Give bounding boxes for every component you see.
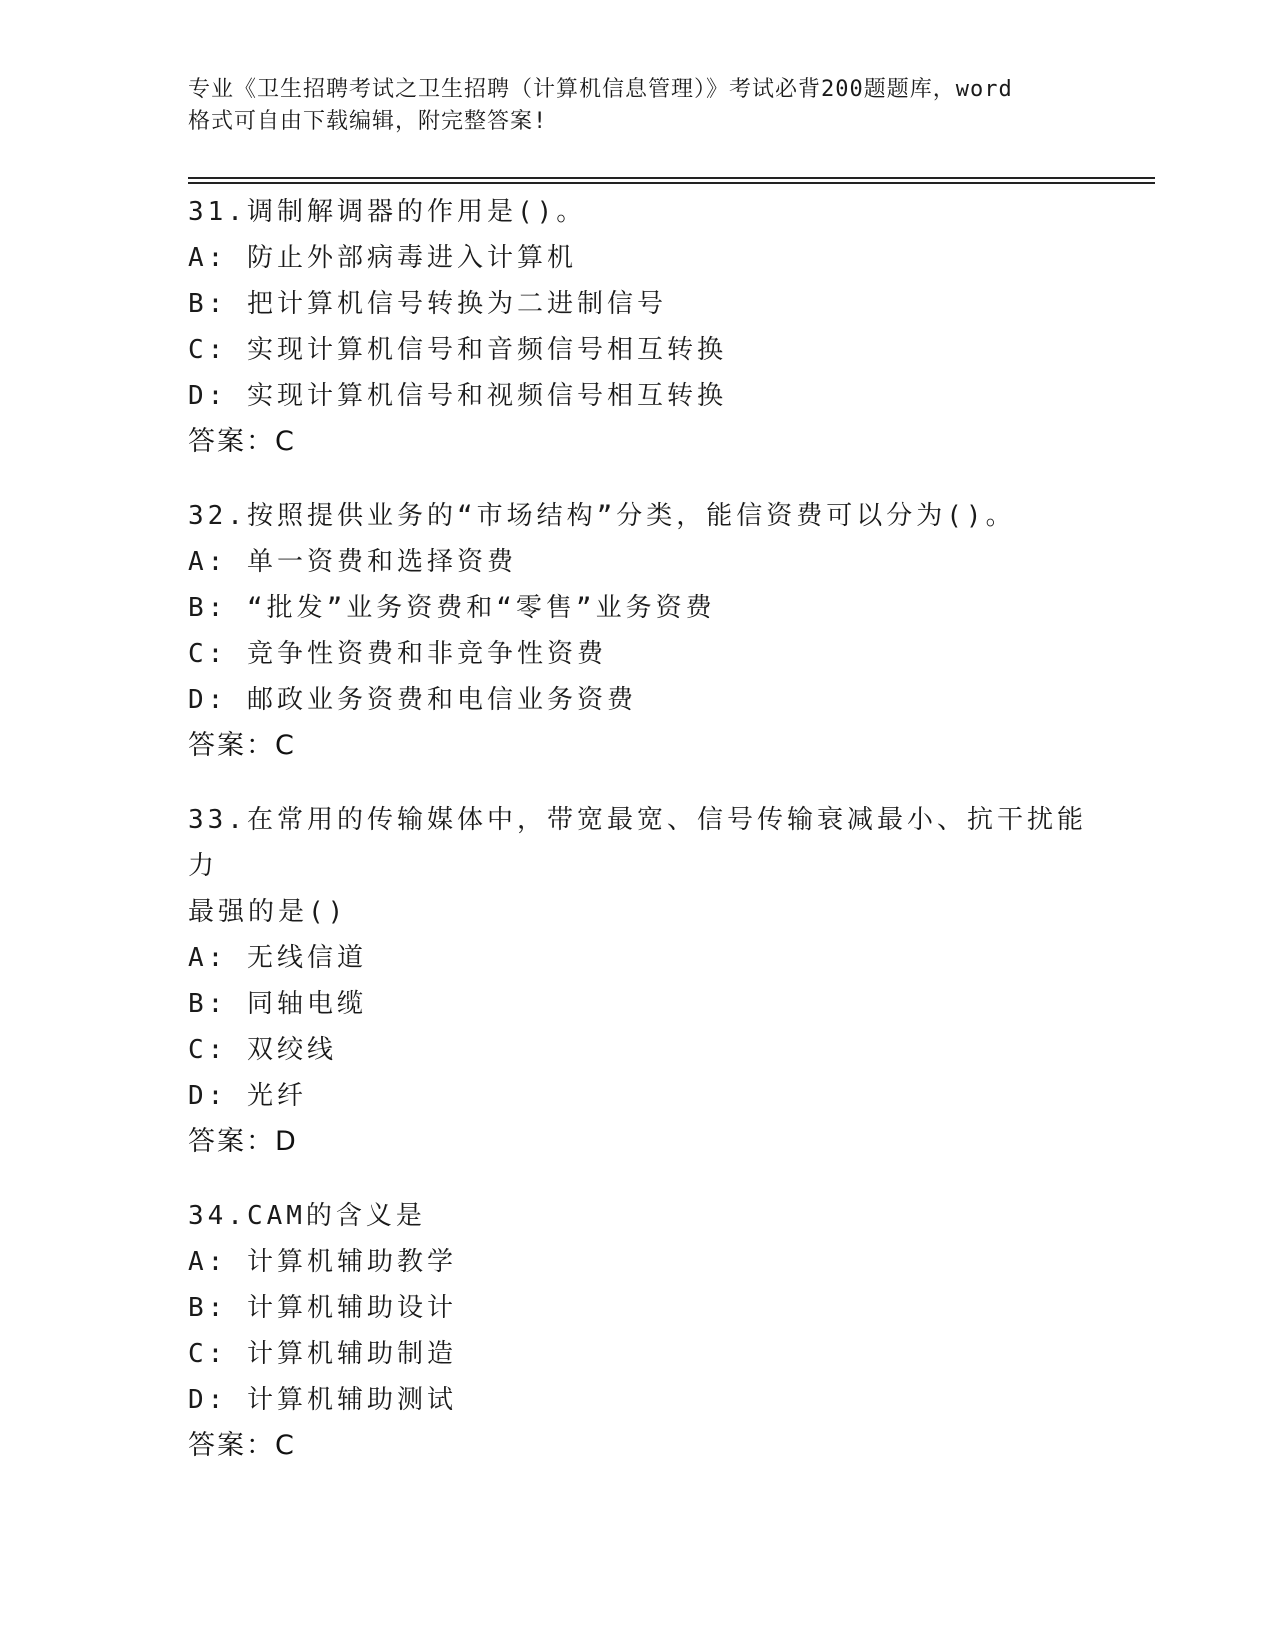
header-divider-top <box>188 177 1155 179</box>
question-list <box>188 189 1088 1497</box>
option-a: A: 无线信道 <box>188 943 367 973</box>
option-c: C: 实现计算机信号和音频信号相互转换 <box>188 335 727 365</box>
option-c: C: 双绞线 <box>188 1035 337 1065</box>
option-a: A: 防止外部病毒进入计算机 <box>188 243 577 273</box>
option-d: D: 计算机辅助测试 <box>188 1385 457 1415</box>
document-header <box>188 74 1088 138</box>
question-34 <box>188 1193 1088 1469</box>
option-d: D: 光纤 <box>188 1081 307 1111</box>
answer-line: 答案：C <box>188 730 296 761</box>
question-33 <box>188 797 1088 1165</box>
header-line-1: 专业《卫生招聘考试之卫生招聘（计算机信息管理）》考试必背200题题库，word <box>188 77 1013 102</box>
option-b: B: 同轴电缆 <box>188 989 367 1019</box>
header-line-2: 格式可自由下载编辑，附完整答案! <box>188 109 548 134</box>
answer-line: 答案：D <box>188 1126 298 1157</box>
header-divider-bottom <box>188 182 1155 184</box>
option-c: C: 计算机辅助制造 <box>188 1339 457 1369</box>
question-stem: 32.按照提供业务的“市场结构”分类，能信资费可以分为()。 <box>188 501 1016 531</box>
question-stem: 33.在常用的传输媒体中，带宽最宽、信号传输衰减最小、抗干扰能力 <box>188 805 1087 881</box>
option-a: A: 计算机辅助教学 <box>188 1247 457 1277</box>
question-31 <box>188 189 1088 465</box>
question-stem: 34.CAM的含义是 <box>188 1201 426 1231</box>
answer-line: 答案：C <box>188 426 296 457</box>
option-b: B: 计算机辅助设计 <box>188 1293 457 1323</box>
option-d: D: 实现计算机信号和视频信号相互转换 <box>188 381 727 411</box>
answer-line: 答案：C <box>188 1430 296 1461</box>
question-stem-continued: 最强的是() <box>188 897 348 927</box>
question-32 <box>188 493 1088 769</box>
option-b: B: 把计算机信号转换为二进制信号 <box>188 289 667 319</box>
option-a: A: 单一资费和选择资费 <box>188 547 517 577</box>
option-c: C: 竞争性资费和非竞争性资费 <box>188 639 607 669</box>
option-b: B: “批发”业务资费和“零售”业务资费 <box>188 593 716 623</box>
question-stem: 31.调制解调器的作用是()。 <box>188 197 587 227</box>
option-d: D: 邮政业务资费和电信业务资费 <box>188 685 637 715</box>
